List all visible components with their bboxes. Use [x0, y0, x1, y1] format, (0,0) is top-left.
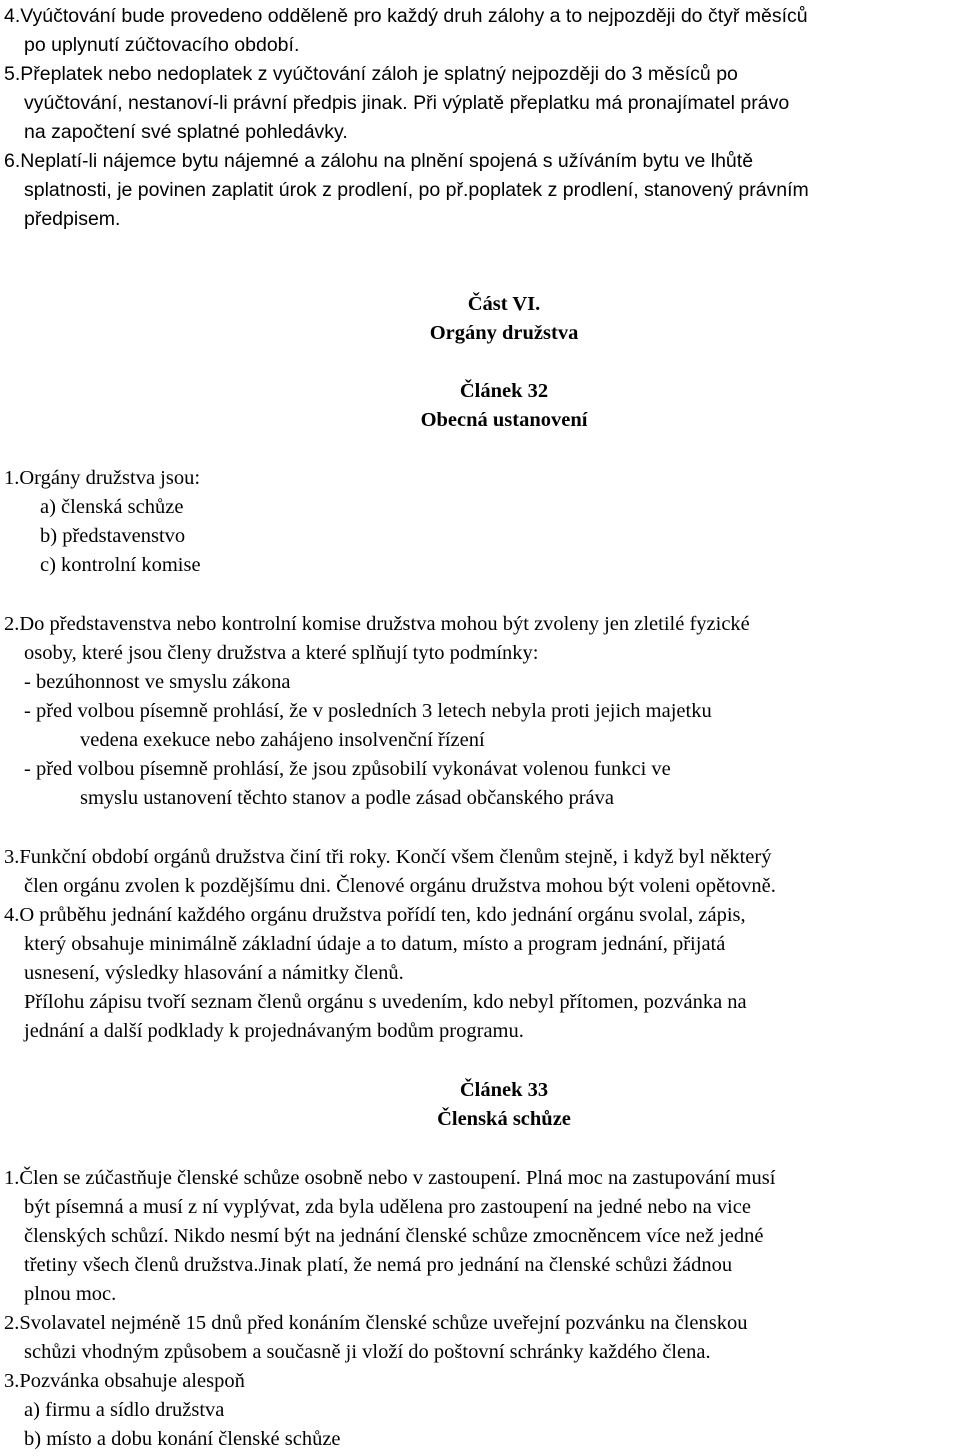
article-33-paragraph-1-line-1: 1.Člen se zúčastňuje členské schůze osobně nebo v zastoupení. Plná moc na zastupování musí: [4, 1167, 776, 1189]
article-32-paragraph-1: 1.Orgány družstva jsou:: [4, 467, 201, 489]
article-32-paragraph-3-line-1: 3.Funkční období orgánů družstva činí tři roky. Končí všem členům stejně, i když byl některý: [4, 846, 772, 868]
article-33-item-a: a) firmu a sídlo družstva: [24, 1399, 225, 1421]
article-32-item-b: b) představenstvo: [40, 525, 186, 547]
paragraph-6-line-3: předpisem.: [24, 208, 121, 230]
article-32-item-c: c) kontrolní komise: [40, 554, 201, 576]
article-33-title: Členská schůze: [437, 1108, 571, 1130]
article-32-item-a: a) členská schůze: [40, 496, 184, 518]
paragraph-6-line-2: splatnosti, je povinen zaplatit úrok z prodlení, po př.poplatek z prodlení, stanovený právním: [24, 179, 809, 201]
article-32-paragraph-4-line-2: který obsahuje minimálně základní údaje a to datum, místo a program jednání, přijatá: [24, 933, 726, 955]
article-32-bullet-2-line-1: - před volbou písemně prohlásí, že v posledních 3 letech nebyla proti jejich majetku: [24, 700, 712, 722]
article-32-paragraph-4-line-5: jednání a další podklady k projednávaným bodům programu.: [24, 1020, 524, 1042]
article-32-paragraph-2-line-1: 2.Do představenstva nebo kontrolní komise družstva mohou být zvoleny jen zletilé fyzické: [4, 613, 750, 635]
article-32-bullet-1: - bezúhonnost ve smyslu zákona: [24, 671, 291, 693]
article-32-bullet-3-line-1: - před volbou písemně prohlásí, že jsou způsobilí vykonávat volenou funkci ve: [24, 758, 671, 780]
paragraph-4-line-1: 4.Vyúčtování bude provedeno odděleně pro každý druh zálohy a to nejpozději do čtyř měsíců: [4, 5, 808, 27]
article-33-paragraph-2-line-2: schůzi vhodným způsobem a současně ji vloží do poštovní schránky každého člena.: [24, 1341, 711, 1363]
paragraph-6-line-1: 6.Neplatí-li nájemce bytu nájemné a zálohu na plnění spojená s užíváním bytu ve lhůtě: [4, 150, 754, 172]
article-32-paragraph-3-line-2: člen orgánu zvolen k pozdějšímu dni. Členové orgánu družstva mohou být voleni opětovně.: [24, 875, 776, 897]
article-33-number: Článek 33: [459, 1079, 549, 1101]
article-32-bullet-3-line-2: smyslu ustanovení těchto stanov a podle zásad občanského práva: [80, 787, 614, 809]
article-33-item-b: b) místo a dobu konání členské schůze: [24, 1428, 341, 1450]
article-33-paragraph-1-line-3: členských schůzí. Nikdo nesmí být na jednání členské schůze zmocněncem více než jedné: [24, 1225, 764, 1247]
article-32-paragraph-4-line-1: 4.O průběhu jednání každého orgánu družstva pořídí ten, kdo jednání orgánu svolal, zápis,: [4, 904, 746, 926]
article-32-title: Obecná ustanovení: [420, 409, 588, 431]
paragraph-4-line-2: po uplynutí zúčtovacího období.: [24, 34, 300, 56]
article-33-paragraph-1-line-4: třetiny všech členů družstva.Jinak platí, že nemá pro jednání na členské schůzi žádnou: [24, 1254, 733, 1276]
paragraph-5-line-3: na započtení své splatné pohledávky.: [24, 121, 348, 143]
article-33-paragraph-2-line-1: 2.Svolavatel nejméně 15 dnů před konáním členské schůze uveřejní pozvánku na členskou: [4, 1312, 748, 1334]
article-32-paragraph-4-line-3: usnesení, výsledky hlasování a námitky členů.: [24, 962, 404, 984]
article-33-paragraph-1-line-2: být písemná a musí z ní vyplývat, zda byla udělena pro zastoupení na jedné nebo na vice: [24, 1196, 751, 1218]
part-title: Orgány družstva: [429, 322, 579, 344]
paragraph-5-line-2: vyúčtování, nestanoví-li právní předpis jinak. Při výplatě přeplatku má pronajímatel právo: [24, 92, 790, 114]
article-33-paragraph-1-line-5: plnou moc.: [24, 1283, 117, 1305]
article-32-paragraph-4-line-4: Přílohu zápisu tvoří seznam členů orgánu s uvedením, kdo nebyl přítomen, pozvánka na: [24, 991, 747, 1013]
article-33-paragraph-3: 3.Pozvánka obsahuje alespoň: [4, 1370, 245, 1392]
article-32-number: Článek 32: [459, 380, 549, 402]
article-32-paragraph-2-line-2: osoby, které jsou členy družstva a které splňují tyto podmínky:: [24, 642, 539, 664]
paragraph-5-line-1: 5.Přeplatek nebo nedoplatek z vyúčtování záloh je splatný nejpozději do 3 měsíců po: [4, 63, 738, 85]
article-32-bullet-2-line-2: vedena exekuce nebo zahájeno insolvenční řízení: [80, 729, 485, 751]
part-number: Část VI.: [467, 293, 541, 315]
